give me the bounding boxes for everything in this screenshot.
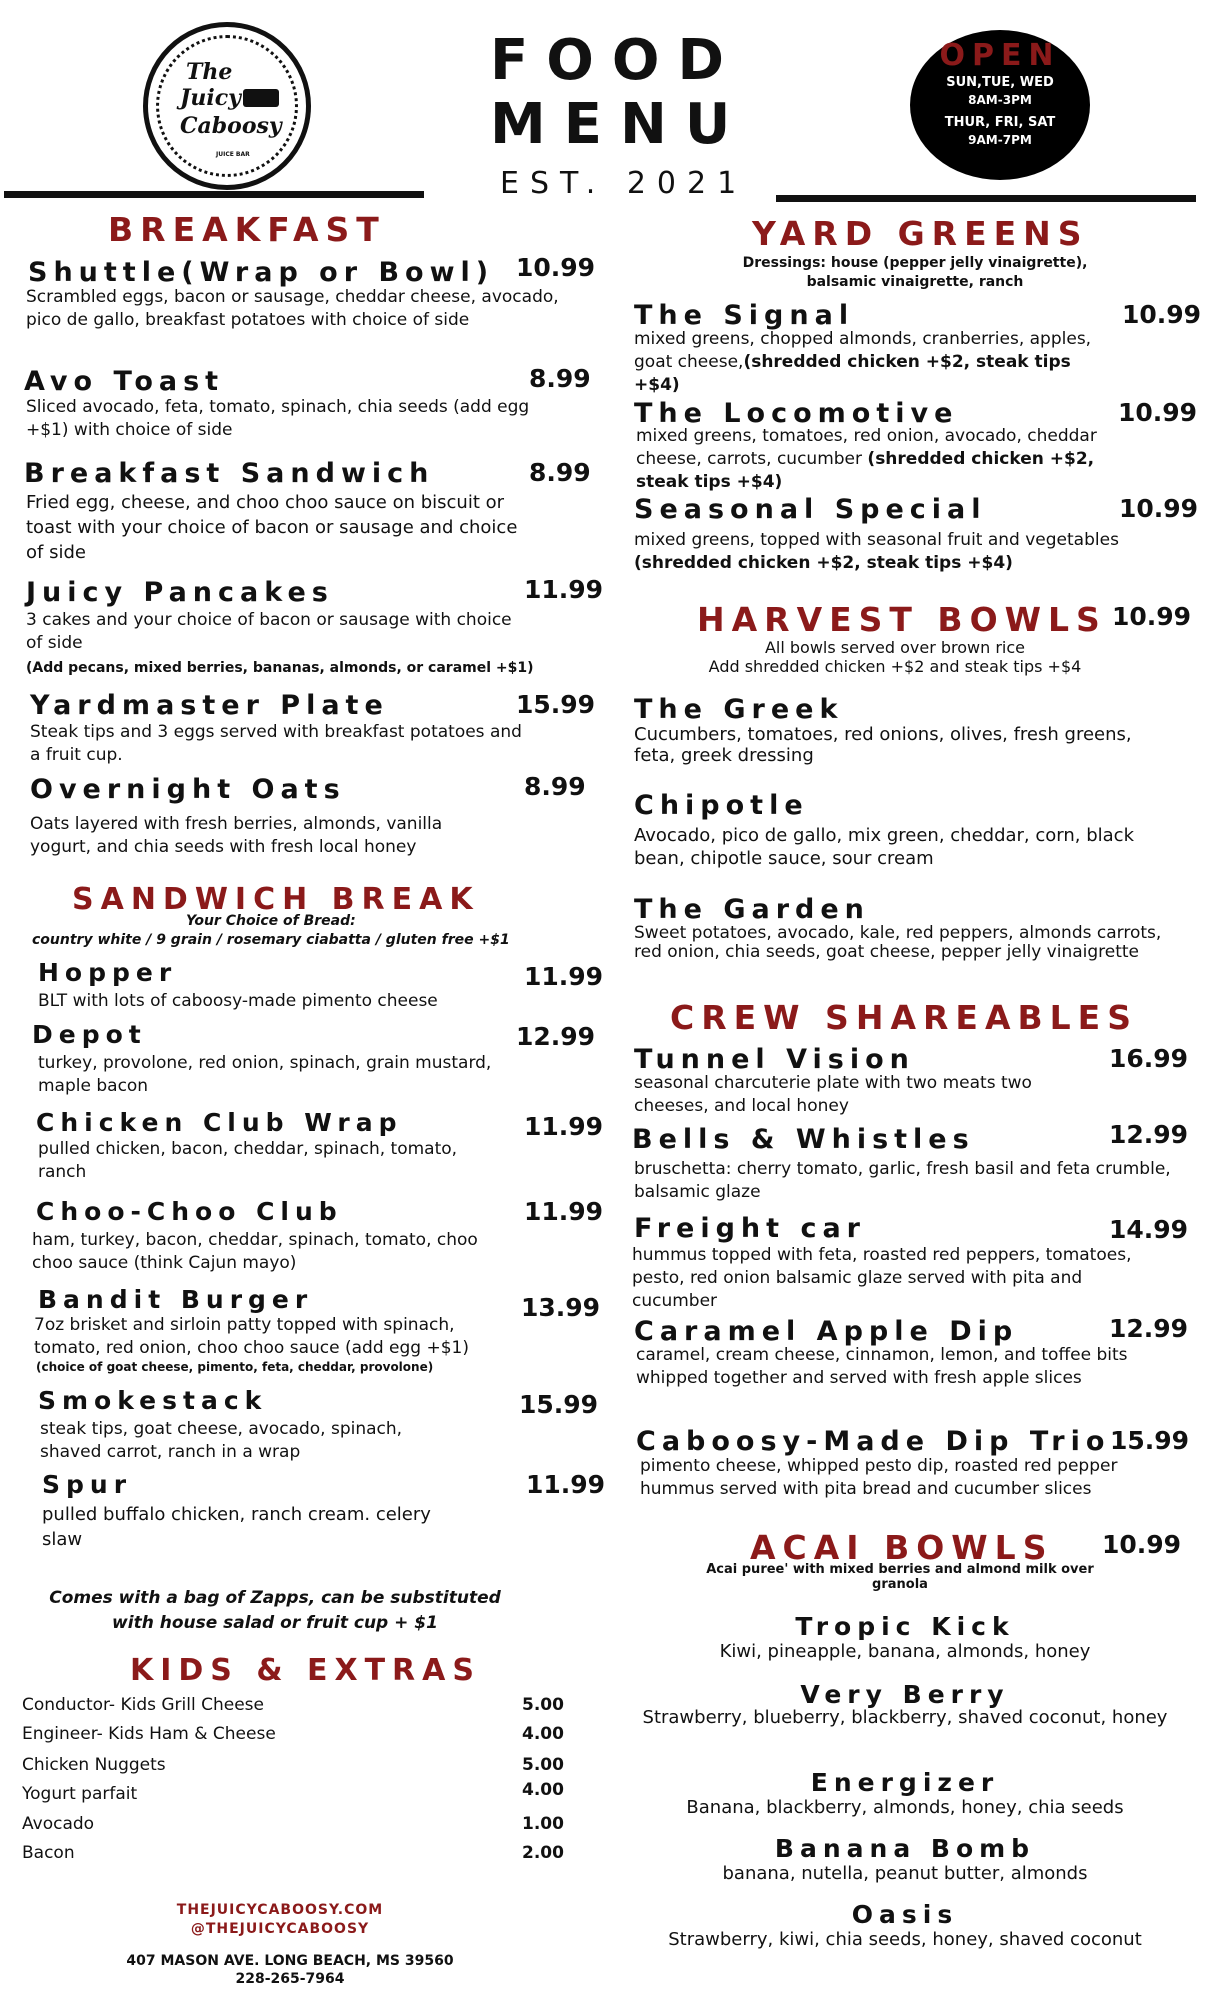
- item-name: Caramel Apple Dip: [634, 1316, 1019, 1347]
- item-price: 10.99: [516, 253, 596, 282]
- harvest-heading: HARVEST BOWLS: [697, 600, 1107, 639]
- item-name: Caboosy-Made Dip Trio: [636, 1426, 1111, 1457]
- acai-item-name: Banana Bomb: [774, 1834, 1036, 1863]
- item-price: 15.99: [1110, 1426, 1190, 1455]
- item-price: 16.99: [1109, 1044, 1189, 1073]
- sandwich-footnote: Comes with a bag of Zapps, can be substituted with house salad or fruit cup + $1: [49, 1588, 501, 1633]
- item-price: 12.99: [1109, 1120, 1189, 1149]
- harvest-sub-2: Add shredded chicken +$2 and steak tips +$4: [708, 657, 1082, 676]
- item-extra: (shredded chicken +$2, steak tips +$4): [636, 449, 1095, 492]
- item-name: Juicy Pancakes: [26, 577, 334, 608]
- item-price: 11.99: [524, 575, 604, 604]
- header-divider-right: [776, 195, 1196, 202]
- item-name: Freight car: [634, 1213, 866, 1244]
- item-name: Shuttle(Wrap or Bowl): [28, 257, 495, 288]
- kids-item-price: 4.00: [522, 1724, 564, 1744]
- item-name: The Signal: [634, 300, 855, 331]
- item-desc: Steak tips and 3 eggs served with breakfast potatoes and a fruit cup.: [30, 722, 522, 765]
- footer-address: 407 MASON AVE. LONG BEACH, MS 39560: [126, 1953, 454, 1969]
- item-name: Avo Toast: [24, 366, 225, 397]
- item-name: The Locomotive: [634, 398, 959, 429]
- item-name: Chicken Club Wrap: [36, 1108, 403, 1137]
- item-desc: Cucumbers, tomatoes, red onions, olives, fresh greens, feta, greek dressing: [634, 724, 1132, 766]
- item-desc: 7oz brisket and sirloin patty topped with spinach, tomato, red onion, choo choo sauce (add egg +$1): [34, 1315, 469, 1358]
- item-price: 12.99: [516, 1022, 596, 1051]
- item-price: 11.99: [524, 1197, 604, 1226]
- item-price: 15.99: [519, 1390, 599, 1419]
- logo-train-icon: [243, 89, 279, 107]
- item-price: 8.99: [524, 772, 586, 801]
- greens-dressings: Dressings: house (pepper jelly vinaigrette), balsamic vinaigrette, ranch: [742, 255, 1088, 290]
- kids-item-name: Yogurt parfait: [22, 1784, 138, 1804]
- logo-text-juicebar: JUICE BAR: [216, 151, 250, 158]
- item-desc: pulled chicken, bacon, cheddar, spinach, tomato, ranch: [38, 1139, 458, 1182]
- item-name: Choo-Choo Club: [36, 1197, 343, 1226]
- open-hours-2: 9AM-7PM: [968, 133, 1032, 147]
- item-desc: seasonal charcuterie plate with two meats two cheeses, and local honey: [634, 1073, 1032, 1116]
- kids-item-price: 4.00: [522, 1780, 564, 1800]
- logo-text-caboosy: Caboosy: [180, 113, 282, 139]
- item-name: The Greek: [634, 694, 844, 725]
- kids-item-name: Chicken Nuggets: [22, 1755, 166, 1775]
- item-name: Bells & Whistles: [632, 1124, 975, 1155]
- item-desc: Oats layered with fresh berries, almonds, vanilla yogurt, and chia seeds with fresh local honey: [30, 814, 443, 857]
- item-desc: BLT with lots of caboosy-made pimento cheese: [38, 991, 438, 1011]
- sandwich-heading: SANDWICH BREAK: [72, 882, 480, 917]
- item-name: Smokestack: [38, 1386, 268, 1415]
- logo-text-the: The: [186, 59, 233, 85]
- item-desc: 3 cakes and your choice of bacon or sausage with choice of side: [26, 610, 512, 653]
- item-price: 10.99: [1119, 494, 1199, 523]
- header-food: FOOD: [490, 28, 742, 93]
- item-price: 12.99: [1109, 1314, 1189, 1343]
- bread-label: Your Choice of Bread:: [186, 913, 356, 929]
- item-note: (choice of goat cheese, pimento, feta, cheddar, provolone): [36, 1360, 434, 1374]
- harvest-sub-1: All bowls served over brown rice: [764, 638, 1026, 657]
- kids-item-name: Avocado: [22, 1814, 95, 1834]
- item-desc: Avocado, pico de gallo, mix green, cheddar, corn, black bean, chipotle sauce, sour cream: [634, 825, 1134, 869]
- item-name: Spur: [42, 1470, 133, 1499]
- breakfast-heading: BREAKFAST: [108, 210, 386, 249]
- header-menu: MENU: [490, 92, 749, 157]
- kids-item-price: 5.00: [522, 1755, 564, 1775]
- item-price: 11.99: [524, 962, 604, 991]
- kids-item-price: 5.00: [522, 1695, 564, 1715]
- item-name: The Garden: [634, 894, 870, 925]
- acai-item-desc: banana, nutella, peanut butter, almonds: [722, 1863, 1088, 1884]
- footer-website[interactable]: THEJUICYCABOOSY.COM: [176, 1902, 384, 1918]
- item-desc: pimento cheese, whipped pesto dip, roasted red pepper hummus served with pita bread and cucumber slices: [640, 1456, 1118, 1499]
- item-name: Chipotle: [634, 790, 809, 821]
- item-name: Hopper: [38, 958, 178, 987]
- item-name: Bandit Burger: [38, 1285, 314, 1314]
- item-extra: (shredded chicken +$2, steak tips +$4): [634, 352, 1071, 395]
- item-price: 15.99: [516, 690, 596, 719]
- footer-phone: 228-265-7964: [235, 1971, 345, 1987]
- item-name: Depot: [32, 1020, 147, 1049]
- kids-heading: KIDS & EXTRAS: [130, 1653, 481, 1688]
- item-desc: ham, turkey, bacon, cheddar, spinach, tomato, choo choo sauce (think Cajun mayo): [32, 1230, 478, 1273]
- item-price: 8.99: [529, 458, 591, 487]
- logo: [143, 22, 311, 190]
- harvest-price: 10.99: [1112, 602, 1192, 631]
- acai-heading: ACAI BOWLS: [750, 1528, 1054, 1567]
- acai-item-name: Tropic Kick: [795, 1612, 1015, 1641]
- footer-social[interactable]: @THEJUICYCABOOSY: [190, 1921, 370, 1937]
- item-desc: Sliced avocado, feta, tomato, spinach, chia seeds (add egg +$1) with choice of side: [26, 397, 530, 440]
- logo-text-juicy: Juicy: [180, 85, 241, 111]
- open-badge: [910, 30, 1090, 180]
- acai-price: 10.99: [1102, 1530, 1182, 1559]
- crew-heading: CREW SHAREABLES: [670, 998, 1138, 1037]
- item-price: 11.99: [524, 1112, 604, 1141]
- acai-item-name: Very Berry: [800, 1680, 1010, 1709]
- acai-item-desc: Kiwi, pineapple, banana, almonds, honey: [719, 1641, 1091, 1662]
- item-name: Yardmaster Plate: [30, 690, 389, 721]
- kids-item-name: Bacon: [22, 1843, 75, 1863]
- item-name: Tunnel Vision: [634, 1044, 915, 1075]
- item-name: Breakfast Sandwich: [24, 458, 435, 489]
- item-desc: Scrambled eggs, bacon or sausage, cheddar cheese, avocado, pico de gallo, breakfast potatoes with choice of side: [26, 287, 559, 330]
- item-price: 8.99: [529, 364, 591, 393]
- item-note: (Add pecans, mixed berries, bananas, almonds, or caramel +$1): [26, 660, 534, 676]
- bread-options: country white / 9 grain / rosemary ciabatta / gluten free +$1: [32, 932, 510, 948]
- item-price: 10.99: [1118, 398, 1198, 427]
- item-name: Overnight Oats: [30, 774, 346, 805]
- acai-sub: Acai puree' with mixed berries and almond milk over granola: [706, 1562, 1094, 1592]
- acai-item-desc: Strawberry, blueberry, blackberry, shaved coconut, honey: [642, 1707, 1168, 1728]
- acai-item-name: Energizer: [810, 1768, 1000, 1797]
- item-desc: hummus topped with feta, roasted red peppers, tomatoes, pesto, red onion balsamic glaze served with pita and cucumber: [632, 1245, 1132, 1311]
- item-desc: turkey, provolone, red onion, spinach, grain mustard, maple bacon: [38, 1053, 492, 1096]
- open-title: OPEN: [939, 38, 1061, 73]
- kids-item-name: Engineer- Kids Ham & Cheese: [22, 1724, 276, 1744]
- header-divider-left: [4, 191, 424, 198]
- acai-item-name: Oasis: [851, 1900, 959, 1929]
- item-price: 13.99: [521, 1293, 601, 1322]
- greens-heading: YARD GREENS: [752, 214, 1089, 253]
- item-desc-text: mixed greens, tomatoes, red onion, avocado, cheddar cheese, carrots, cucumber: [636, 426, 1097, 469]
- item-desc-text: mixed greens, chopped almonds, cranberries, apples, goat cheese,: [634, 329, 1092, 372]
- kids-item-price: 1.00: [522, 1814, 564, 1834]
- item-desc: caramel, cream cheese, cinnamon, lemon, and toffee bits whipped together and served with fresh apple slices: [636, 1345, 1128, 1388]
- item-desc: [634, 328, 1094, 397]
- item-extra: (shredded chicken +$2, steak tips +$4): [634, 553, 1013, 573]
- acai-item-desc: Banana, blackberry, almonds, honey, chia seeds: [686, 1797, 1124, 1818]
- header-est: EST. 2021: [500, 166, 748, 201]
- acai-item-desc: Strawberry, kiwi, chia seeds, honey, shaved coconut: [668, 1929, 1142, 1950]
- item-price: 10.99: [1122, 300, 1202, 329]
- item-price: 11.99: [526, 1470, 606, 1499]
- item-price: 14.99: [1109, 1215, 1189, 1244]
- open-days-1: SUN,TUE, WED: [946, 75, 1054, 90]
- kids-item-price: 2.00: [522, 1843, 564, 1863]
- item-desc-text: mixed greens, topped with seasonal fruit and vegetables: [634, 530, 1119, 550]
- item-desc: Fried egg, cheese, and choo choo sauce on biscuit or toast with your choice of bacon or sausage and choice of side: [26, 492, 518, 563]
- item-desc: [636, 425, 1126, 494]
- kids-item-name: Conductor- Kids Grill Cheese: [22, 1695, 265, 1715]
- item-name: Seasonal Special: [634, 494, 987, 525]
- item-desc: bruschetta: cherry tomato, garlic, fresh basil and feta crumble, balsamic glaze: [634, 1159, 1171, 1202]
- open-days-2: THUR, FRI, SAT: [944, 115, 1056, 130]
- item-desc: [634, 529, 1164, 575]
- open-hours-1: 8AM-3PM: [968, 93, 1032, 107]
- item-desc: Sweet potatoes, avocado, kale, red peppers, almonds carrots, red onion, chia seeds, goat cheese, pepper jelly vinaigrette: [634, 923, 1162, 962]
- item-desc: steak tips, goat cheese, avocado, spinach, shaved carrot, ranch in a wrap: [40, 1419, 403, 1462]
- item-desc: pulled buffalo chicken, ranch cream. celery slaw: [42, 1504, 431, 1550]
